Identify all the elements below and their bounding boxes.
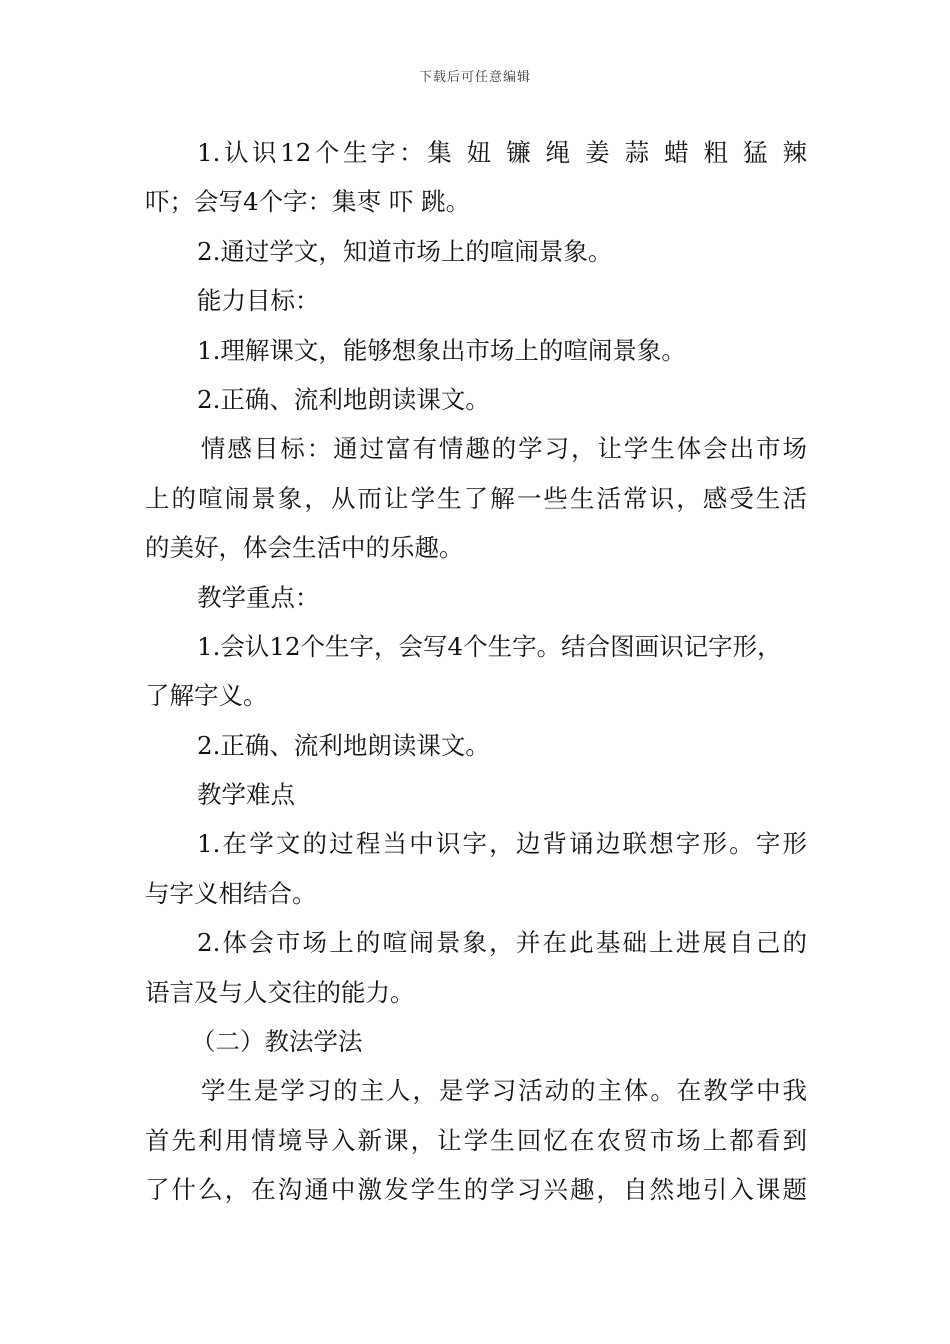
text-line: 的美好，体会生活中的乐趣。 (145, 533, 464, 563)
text-line: 学生是学习的主人，是学习活动的主体。在教学中我 (201, 1076, 807, 1106)
text-line: 首先利用情境导入新课，让学生回忆在农贸市场上都看到 (145, 1125, 807, 1155)
section-heading: 教学重点： (197, 582, 320, 612)
section-heading: （二）教法学法 (191, 1027, 363, 1057)
section-heading: 能力目标： (197, 286, 320, 316)
section-heading: 教学难点 (197, 780, 295, 810)
text-line: 了什么，在沟通中激发学生的学习兴趣，自然地引入课题 (145, 1175, 807, 1205)
page-header-watermark: 下载后可任意编辑 (418, 70, 531, 85)
text-line: 了解字义。 (145, 681, 268, 711)
text-line: 2.正确、流利地朗读课文。 (197, 730, 490, 760)
text-line: 1.理解课文，能够想象出市场上的喧闹景象。 (197, 335, 686, 365)
text-line: 语言及与人交往的能力。 (145, 977, 415, 1007)
text-line: 1.会认12个生字，会写4个生字。结合图画识记字形， (197, 631, 782, 661)
document-body (145, 128, 807, 1215)
text-line: 2.正确、流利地朗读课文。 (197, 384, 490, 414)
text-line: 2.通过学文，知道市场上的喧闹景象。 (197, 236, 613, 266)
text-line: 1.在学文的过程当中识字，边背诵边联想字形。字形 (197, 829, 807, 859)
text-line: 情感目标：通过富有情趣的学习，让学生体会出市场 (201, 434, 807, 464)
text-line: 1.认识12个生字：集 妞 镰 绳 姜 蒜 蜡 粗 猛 辣 (197, 138, 807, 167)
text-line: 上的喧闹景象，从而让学生了解一些生活常识，感受生活 (145, 483, 807, 513)
text-line: 吓；会写4个字：集枣 吓 跳。 (145, 187, 471, 217)
text-line: 2.体会市场上的喧闹景象，并在此基础上进展自己的 (197, 928, 807, 958)
text-line: 与字义相结合。 (145, 878, 317, 908)
